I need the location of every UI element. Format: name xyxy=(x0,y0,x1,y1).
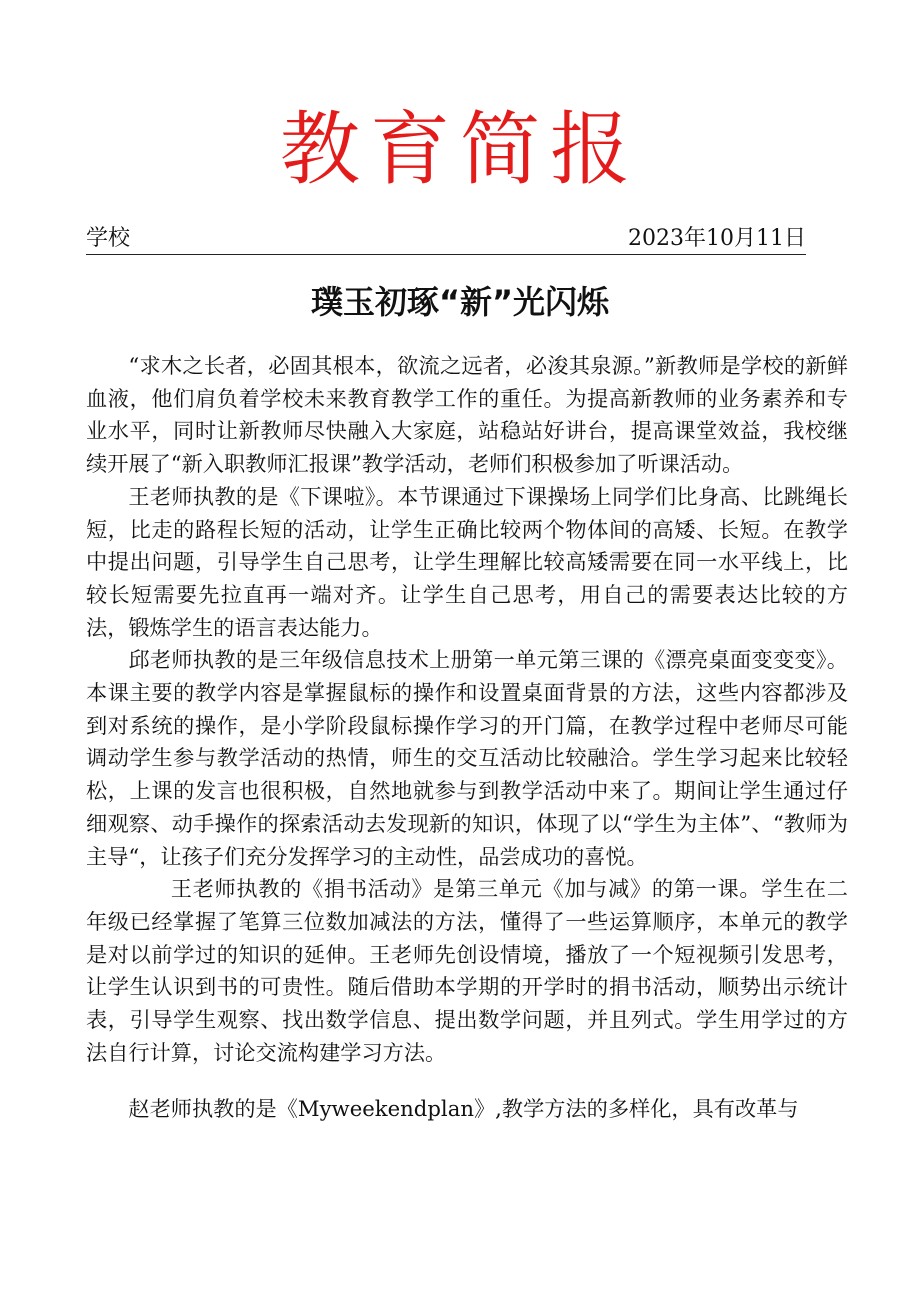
paragraph-lesson-qiu: 邱老师执教的是三年级信息技术上册第一单元第三课的《漂亮桌面变变变》。本课主要的教学内容是掌握鼠标的操作和设置桌面背景的方法，这些内容都涉及到对系统的操作，是小学阶段鼠标操作学习的开门篇，在教学过程中老师尽可能调动学生参与教学活动的热情，师生的交互活动比较融洽。学生学习起来比较轻松，上课的发言也很积极，自然地就参与到教学活动中来了。期间让学生通过仔细观察、动手操作的探索活动去发现新的知识，体现了以“学生为主体”、“教师为主导“，让孩子们充分发挥学习的主动性，品尝成功的喜悦。 xyxy=(86,647,848,869)
paragraph-lesson-wang-2: 王老师执教的《捐书活动》是第三单元《加与减》的第一课。学生在二年级已经掌握了笔算三位数加减法的方法，懂得了一些运算顺序，本单元的教学是对以前学过的知识的延伸。王老师先创设情境，播放了一个短视频引发思考，让学生认识到书的可贵性。随后借助本学期的开学时的捐书活动，顺势出示统计表，引导学生观察、找出数学信息、提出数学问题，并且列式。学生用学过的方法自行计算，讨论交流构建学习方法。 xyxy=(86,876,848,1065)
issue-info-line xyxy=(86,224,806,255)
paragraph-intro: “求木之长者，必固其根本，欲流之远者，必浚其泉源。”新教师是学校的新鲜血液，他们肩负着学校未来教育教学工作的重任。为提高新教师的业务素养和专业水平，同时让新教师尽快融入大家庭，站稳站好讲台，提高课堂效益，我校继续开展了“新入职教师汇报课”教学活动，老师们积极参加了听课活动。 xyxy=(86,353,848,477)
school-label: 学校 xyxy=(86,226,131,251)
article-body xyxy=(86,350,848,1126)
newsletter-masthead: 教育简报 xyxy=(280,103,640,196)
article-headline: 璞玉初琢“新”光闪烁 xyxy=(310,283,610,321)
paragraph-lesson-wang-1: 王老师执教的是《下课啦》。本节课通过下课操场上同学们比身高、比跳绳长短，比走的路程长短的活动，让学生正确比较两个物体间的高矮、长短。在教学中提出问题，引导学生自己思考，让学生理解比较高矮需要在同一水平线上，比较长短需要先拉直再一端对齐。让学生自己思考，用自己的需要表达比较的方法，锻炼学生的语言表达能力。 xyxy=(86,483,848,640)
issue-date: 2023年10月11日 xyxy=(628,226,806,251)
paragraph-lesson-zhao: 赵老师执教的是《Myweekendplan》,教学方法的多样化，具有改革与 xyxy=(128,1096,799,1122)
